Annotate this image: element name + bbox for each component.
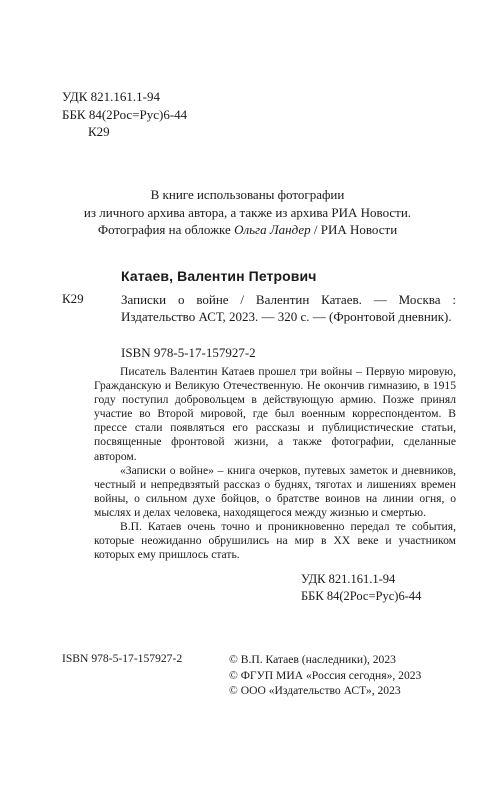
copyright-line: © ФГУП МИА «Россия сегодня», 2023 <box>229 668 422 682</box>
author-heading: Катаев, Валентин Петрович <box>121 268 317 284</box>
classification-codes <box>62 88 187 141</box>
udk-code-bottom: УДК 821.161.1-94 <box>301 572 396 586</box>
catalog-author-mark: К29 <box>62 291 84 306</box>
credits-line-3-suffix: / РИА Новости <box>310 222 398 237</box>
annotation-paragraph: В.П. Катаев очень точно и проникновенно передал те события, которые неожиданно обрушились на мир в XX веке и участником которых ему пришлось стать. <box>94 520 456 562</box>
copyright-line: © В.П. Катаев (наследники), 2023 <box>229 653 396 666</box>
classification-codes-bottom <box>301 571 421 605</box>
bbk-code: ББК 84(2Рос=Рус)6-44 <box>62 106 188 122</box>
udk-code: УДК 821.161.1-94 <box>62 89 161 104</box>
annotation-paragraph: «Записки о войне» – книга очерков, путевых заметок и дневников, честный и непредвзятый рассказ о буднях, тяготах и лишениях времен войны, о сильном духе бойцов, о братстве воинов на линии огня, о мыслях и делах человека, находящегося между жизнью и смертью. <box>94 463 456 519</box>
credits-line-1: В книге использованы фотографии <box>150 187 345 202</box>
author-mark: К29 <box>88 124 110 139</box>
credits-line-3 <box>40 221 455 239</box>
footer-isbn: ISBN 978-5-17-157927-2 <box>62 652 183 665</box>
copyright-notices <box>229 652 421 699</box>
annotation-paragraph: Писатель Валентин Катаев прошел три войны – Первую мировую, Гражданскую и Великую Отечественную. Не окончив гимназию, в 1915 году поступил добровольцем в действующую армию. Позже принял участие во Второй мировой, где был военным корреспондентом. В прессе стали появляться его рассказы и публицистические статьи, посвященные фронтовой жизни, а также фотографии, сделанные автором. <box>94 365 456 463</box>
catalog-isbn: ISBN 978-5-17-157927-2 <box>121 345 256 360</box>
cover-photographer: Ольга Ландер <box>234 222 311 237</box>
bibliographic-description: Записки о войне / Валентин Катаев. — Москва : Издательство АСТ, 2023. — 320 с. — (Фронтовой дневник). <box>121 292 456 324</box>
copyright-line: © ООО «Издательство АСТ», 2023 <box>229 684 401 698</box>
photo-credits <box>40 186 455 239</box>
credits-line-3-prefix: Фотография на обложке <box>97 222 235 237</box>
annotation <box>94 365 456 562</box>
credits-line-2: из личного архива автора, а также из архива РИА Новости. <box>83 204 412 220</box>
bbk-code-bottom: ББК 84(2Рос=Рус)6-44 <box>301 589 422 603</box>
